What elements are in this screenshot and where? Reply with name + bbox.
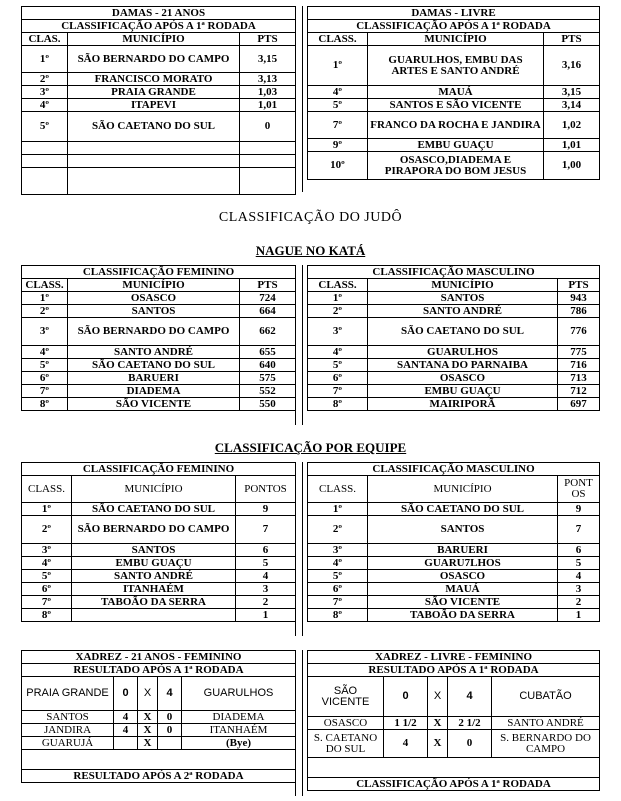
match-score: 2 1/2 (448, 717, 492, 730)
table-cell: MAUÁ (368, 583, 558, 596)
spacer-cell (22, 750, 296, 770)
match-score: 0 (448, 730, 492, 758)
col-header: MUNICÍPIO (68, 279, 240, 292)
table-cell: 3,14 (544, 99, 600, 112)
col-header: MUNICÍPIO (368, 279, 558, 292)
table-cell: 575 (240, 372, 296, 385)
table-cell: 550 (240, 398, 296, 411)
table-cell: SANTO ANDRÉ (72, 570, 236, 583)
table-cell: GUARU7LHOS (368, 557, 558, 570)
table-title: CLASSIFICAÇÃO MASCULINO (308, 463, 600, 476)
match-vs: X (428, 730, 448, 758)
table-cell: 664 (240, 305, 296, 318)
table-cell: OSASCO (68, 292, 240, 305)
table-cell (72, 609, 236, 622)
table-cell: 6 (558, 544, 600, 557)
table-cell: 6º (308, 372, 368, 385)
equipe-feminino-table (21, 462, 296, 622)
table-cell: 6 (236, 544, 296, 557)
table-cell: SANTOS (368, 292, 558, 305)
table-subtitle: CLASSIFICAÇÃO APÓS A 1ª RODADA (22, 20, 296, 33)
damas-21-table (21, 6, 296, 195)
table-cell: 5º (308, 99, 368, 112)
empty-cell (240, 155, 296, 168)
nague-title-text: NAGUE NO KATÁ (255, 243, 366, 258)
empty-cell (240, 142, 296, 155)
match-team: S. BERNARDO DO CAMPO (492, 730, 600, 758)
table-cell: SANTOS (72, 544, 236, 557)
table-cell: 716 (558, 359, 600, 372)
table-cell: OSASCO (368, 372, 558, 385)
table-title: XADREZ - 21 ANOS - FEMININO (22, 651, 296, 664)
table-cell: 9 (558, 503, 600, 516)
match-score: 1 1/2 (384, 717, 428, 730)
table-cell: SANTO ANDRÉ (68, 346, 240, 359)
table-cell: 2 (236, 596, 296, 609)
col-header: CLASS. (22, 476, 72, 503)
table-cell: 552 (240, 385, 296, 398)
table-cell: 3,15 (544, 86, 600, 99)
match-score: 4 (384, 730, 428, 758)
table-cell: 7 (558, 516, 600, 544)
match-vs: X (138, 677, 158, 711)
table-cell: 1º (308, 292, 368, 305)
table-cell: GUARULHOS (368, 346, 558, 359)
table-cell: SÃO VICENTE (68, 398, 240, 411)
table-cell: 9º (308, 139, 368, 152)
equipe-title (0, 440, 621, 457)
table-cell: SANTOS (368, 516, 558, 544)
match-vs: X (428, 677, 448, 717)
table-cell: 8º (22, 609, 72, 622)
table-cell: 3º (22, 544, 72, 557)
table-cell: SÃO CAETANO DO SUL (68, 359, 240, 372)
col-header: PTS (240, 279, 296, 292)
table-cell: 3 (558, 583, 600, 596)
col-header: MUNICÍPIO (368, 476, 558, 503)
damas-livre-table (307, 6, 600, 180)
match-team: SANTOS (22, 711, 114, 724)
empty-cell (240, 168, 296, 195)
match-vs: X (428, 717, 448, 730)
match-team: DIADEMA (182, 711, 296, 724)
table-cell: SÃO CAETANO DO SUL (368, 503, 558, 516)
column-divider (295, 265, 303, 425)
table-cell: SÃO CAETANO DO SUL (68, 112, 240, 142)
match-vs: X (138, 737, 158, 750)
table-cell: 1,00 (544, 152, 600, 180)
table-cell: OSASCO (368, 570, 558, 583)
empty-cell (68, 142, 240, 155)
match-team: GUARULHOS (182, 677, 296, 711)
table-cell: BARUERI (68, 372, 240, 385)
table-cell: SÃO BERNARDO DO CAMPO (68, 318, 240, 346)
table-cell: 3,15 (240, 46, 296, 73)
table-cell: 724 (240, 292, 296, 305)
col-header: PONT OS (558, 476, 600, 503)
match-team: PRAIA GRANDE (22, 677, 114, 711)
table-title: DAMAS - LIVRE (308, 7, 600, 20)
table-cell: GUARULHOS, EMBU DAS ARTES E SANTO ANDRÉ (368, 46, 544, 86)
col-header: PTS (240, 33, 296, 46)
table-cell: OSASCO,DIADEMA E PIRAPORA DO BOM JESUS (368, 152, 544, 180)
column-divider (295, 6, 303, 192)
table-cell: 6º (308, 583, 368, 596)
table-cell: 8º (308, 609, 368, 622)
table-cell: SANTO ANDRÉ (368, 305, 558, 318)
table-cell: 6º (22, 583, 72, 596)
table-cell: 1,03 (240, 86, 296, 99)
table-cell: SANTOS E SÃO VICENTE (368, 99, 544, 112)
table-cell: 776 (558, 318, 600, 346)
col-header: MUNICÍPIO (68, 33, 240, 46)
table-cell: 3º (308, 544, 368, 557)
table-cell: 5º (22, 112, 68, 142)
table-cell: 8º (308, 398, 368, 411)
column-divider (295, 462, 303, 636)
table-cell: 2º (22, 305, 68, 318)
table-cell: 775 (558, 346, 600, 359)
table-cell: ITAPEVI (68, 99, 240, 112)
match-score: 0 (384, 677, 428, 717)
table-cell: SÃO VICENTE (368, 596, 558, 609)
table-cell: 5 (558, 557, 600, 570)
col-header: MUNICÍPIO (368, 33, 544, 46)
table-cell: 713 (558, 372, 600, 385)
table-cell: 7º (308, 596, 368, 609)
table-cell: TABOÃO DA SERRA (368, 609, 558, 622)
judo-title: CLASSIFICAÇÃO DO JUDÔ (218, 210, 403, 225)
match-vs: X (138, 724, 158, 737)
table-cell: 4º (308, 346, 368, 359)
table-cell: 7º (308, 112, 368, 139)
match-score (114, 737, 138, 750)
table-cell: 1º (22, 292, 68, 305)
col-header: CLAS. (22, 33, 68, 46)
kata-masculino-table (307, 265, 600, 411)
match-team: SÃO VICENTE (308, 677, 384, 717)
table-title: CLASSIFICAÇÃO FEMININO (22, 463, 296, 476)
xadrez-livre-table (307, 650, 600, 791)
table-cell: FRANCISCO MORATO (68, 73, 240, 86)
table-cell: SANTOS (68, 305, 240, 318)
nague-title (0, 243, 621, 260)
table-cell: 655 (240, 346, 296, 359)
column-divider (295, 650, 303, 796)
match-team: OSASCO (308, 717, 384, 730)
table-title: XADREZ - LIVRE - FEMININO (308, 651, 600, 664)
table-cell: SÃO CAETANO DO SUL (72, 503, 236, 516)
col-header: PONTOS (236, 476, 296, 503)
table-cell: 1 (558, 609, 600, 622)
table-cell: SANTANA DO PARNAIBA (368, 359, 558, 372)
match-score: 0 (158, 711, 182, 724)
match-score: 4 (448, 677, 492, 717)
table-cell: 7º (308, 385, 368, 398)
table-cell: 1,01 (544, 139, 600, 152)
match-score (158, 737, 182, 750)
table-cell: SÃO CAETANO DO SUL (368, 318, 558, 346)
table-cell: EMBU GUAÇU (368, 139, 544, 152)
table-cell: 3º (308, 318, 368, 346)
match-score: 0 (114, 677, 138, 711)
table-cell: 2º (308, 516, 368, 544)
table-cell: 4º (22, 99, 68, 112)
match-vs: X (138, 711, 158, 724)
table-cell: 4º (308, 86, 368, 99)
table-cell: BARUERI (368, 544, 558, 557)
table-footer: RESULTADO APÓS A 2ª RODADA (22, 770, 296, 783)
table-cell: 7 (236, 516, 296, 544)
table-subtitle: CLASSIFICAÇÃO APÓS A 1ª RODADA (308, 20, 600, 33)
table-cell: 1,02 (544, 112, 600, 139)
table-cell: DIADEMA (68, 385, 240, 398)
table-cell: 2º (308, 305, 368, 318)
table-cell: MAUÁ (368, 86, 544, 99)
table-cell: 8º (22, 398, 68, 411)
table-title: CLASSIFICAÇÃO FEMININO (22, 266, 296, 279)
table-cell: 3,13 (240, 73, 296, 86)
table-cell: 4º (308, 557, 368, 570)
spacer-cell (308, 758, 600, 778)
table-cell: 1 (236, 609, 296, 622)
table-cell: 0 (240, 112, 296, 142)
empty-cell (68, 168, 240, 195)
xadrez-21-table (21, 650, 296, 783)
table-cell: 662 (240, 318, 296, 346)
empty-cell (22, 142, 68, 155)
table-cell: 3º (22, 86, 68, 99)
table-cell: 5º (22, 359, 68, 372)
match-team: S. CAETANO DO SUL (308, 730, 384, 758)
table-cell: 697 (558, 398, 600, 411)
table-cell: 4 (558, 570, 600, 583)
table-title: DAMAS - 21 ANOS (22, 7, 296, 20)
table-cell: 10º (308, 152, 368, 180)
table-cell: ITANHAÉM (72, 583, 236, 596)
table-cell: 7º (22, 596, 72, 609)
table-cell: 2 (558, 596, 600, 609)
table-cell: MAIRIPORÃ (368, 398, 558, 411)
empty-cell (22, 168, 68, 195)
table-cell: 1º (308, 503, 368, 516)
empty-cell (22, 155, 68, 168)
table-cell: 7º (22, 385, 68, 398)
match-team: GUARUJÁ (22, 737, 114, 750)
table-cell: 5º (22, 570, 72, 583)
table-cell: SÃO BERNARDO DO CAMPO (68, 46, 240, 73)
match-score: 0 (158, 724, 182, 737)
table-cell: 6º (22, 372, 68, 385)
table-cell: 943 (558, 292, 600, 305)
table-cell: EMBU GUAÇU (368, 385, 558, 398)
table-cell: 5 (236, 557, 296, 570)
table-subtitle: RESULTADO APÓS A 1ª RODADA (308, 664, 600, 677)
table-subtitle: RESULTADO APÓS A 1ª RODADA (22, 664, 296, 677)
table-cell: FRANCO DA ROCHA E JANDIRA (368, 112, 544, 139)
table-cell: 1º (308, 46, 368, 86)
table-cell: 786 (558, 305, 600, 318)
table-cell: 640 (240, 359, 296, 372)
table-cell: 1º (22, 503, 72, 516)
col-header: PTS (558, 279, 600, 292)
table-cell: 1,01 (240, 99, 296, 112)
col-header: CLASS. (308, 33, 368, 46)
match-team: JANDIRA (22, 724, 114, 737)
table-footer: CLASSIFICAÇÃO APÓS A 1ª RODADA (308, 778, 600, 791)
table-cell: PRAIA GRANDE (68, 86, 240, 99)
table-cell: 3º (22, 318, 68, 346)
col-header: CLASS. (22, 279, 68, 292)
empty-cell (68, 155, 240, 168)
match-score: 4 (114, 711, 138, 724)
match-score: 4 (158, 677, 182, 711)
table-cell: EMBU GUAÇU (72, 557, 236, 570)
match-team: SANTO ANDRÉ (492, 717, 600, 730)
col-header: CLASS. (308, 279, 368, 292)
table-cell: 4º (22, 346, 68, 359)
match-team: CUBATÃO (492, 677, 600, 717)
table-cell: 5º (308, 570, 368, 583)
table-cell: TABOÃO DA SERRA (72, 596, 236, 609)
table-cell: 3 (236, 583, 296, 596)
col-header: PTS (544, 33, 600, 46)
table-cell: 4 (236, 570, 296, 583)
match-team: ITANHAÉM (182, 724, 296, 737)
col-header: CLASS. (308, 476, 368, 503)
equipe-masculino-table (307, 462, 600, 622)
table-title: CLASSIFICAÇÃO MASCULINO (308, 266, 600, 279)
table-cell: SÃO BERNARDO DO CAMPO (72, 516, 236, 544)
table-cell: 2º (22, 516, 72, 544)
kata-feminino-table (21, 265, 296, 411)
table-cell: 4º (22, 557, 72, 570)
match-team: (Bye) (182, 737, 296, 750)
table-cell: 9 (236, 503, 296, 516)
table-cell: 712 (558, 385, 600, 398)
table-cell: 3,16 (544, 46, 600, 86)
col-header: MUNICÍPIO (72, 476, 236, 503)
equipe-title-text: CLASSIFICAÇÃO POR EQUIPE (214, 440, 407, 455)
table-cell: 1º (22, 46, 68, 73)
table-cell: 5º (308, 359, 368, 372)
match-score: 4 (114, 724, 138, 737)
table-cell: 2º (22, 73, 68, 86)
